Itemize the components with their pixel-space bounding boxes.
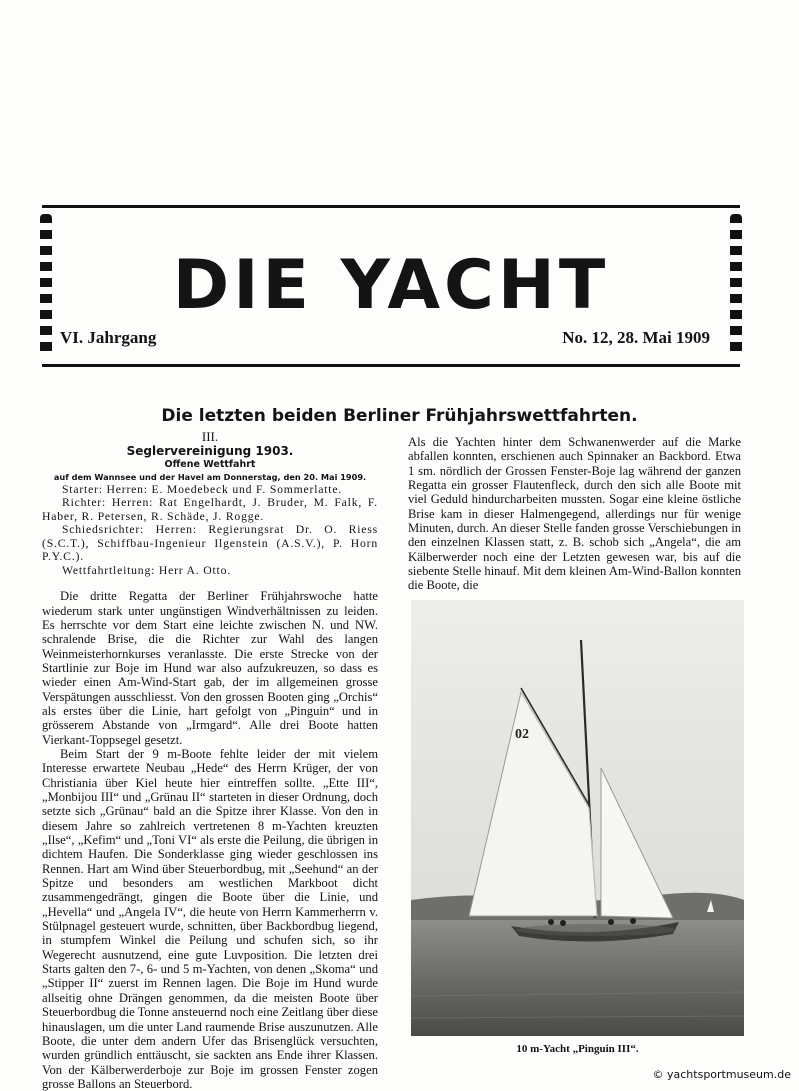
article-body [42, 589, 378, 1091]
club-name: Seglervereinigung 1903. [126, 444, 294, 459]
race-type: Offene Wettfahrt [164, 458, 256, 470]
paragraph: Die dritte Regatta der Berliner Frühjahrswoche hatte wiederum stark unter ungünstigen Windverhältnissen zu leiden. Es herrschte vor dem Start eine leichte zwischen N. und NW. schralende Brise, die die Richter zur Wahl des langen Weinmeisterhornkurses veranlasste. Die erste Strecke von der Startlinie zur Boje im Hund war also aufzukreuzen, so dass es wieder einen Am-Wind-Start gab, der im allgemeinen grosse Verspätungen ausschliesst. Von den grossen Booten ging „Orchis“ als erstes über die Linie, hart gefolgt von „Pinguin“ und in grösserem Abstande von „Irmgard“. Alle drei Boote hatten Vierkant-Toppsegel gesetzt. [42, 589, 378, 747]
section-number: III. [201, 429, 219, 444]
sail-number: 02 [515, 727, 529, 742]
publication-title: DIE YACHT [172, 246, 610, 325]
paragraph: Als die Yachten hinter dem Schwanenwerder auf die Marke abfallen konnten, erschienen auch Spinnaker an Backbord. Etwa 1 sm. nördlich der Grossen Fenster-Boje lag während der ganzen Regatta ein grosser Flautenfleck, durch den sich alle Boote mit viel Geduld hindurcharbeiten mussten. Sogar eine kleine östliche Brise kam in dieser Halmengegend, allerdings nur für wenige Minuten, durch. An dieser Stelle fanden grosse Verschiebungen in den einzelnen Klassen statt, z. B. schob sich „Angela“, die am Kälberwerder noch eine der Letzten gewesen war, bis auf die siebente Stelle hinauf. Mit dem kleinen Am-Wind-Ballon konnten die Boote, die [408, 435, 741, 593]
officials-race-management: Wettfahrtleitung: Herr A. Otto. [62, 563, 231, 577]
yacht-photo [411, 600, 744, 1036]
officials-judges: Richter: Herren: Rat Engelhardt, J. Bruder, M. Falk, F. Haber, R. Petersen, R. Schäde, J. Rogge. [42, 496, 378, 523]
issue-label: No. 12, 28. Mai 1909 [562, 328, 710, 347]
watermark: © yachtsportmuseum.de [652, 1068, 791, 1081]
article-headline: Die letzten beiden Berliner Frühjahrswettfahrten. [161, 406, 638, 426]
paragraph: Beim Start der 9 m-Boote fehlte leider der mit vielem Interesse erwartete Neubau „Hede“ des Herrn Krüger, der von Christiania über Kiel heute hier eintreffen sollte. „Ette III“, „Monbijou III“ und „Grünau II“ starteten in dieser Ordnung, doch setzte sich „Grünau“ bald an die Spitze ihrer Klasse. Von den in diesem Jahre so zahlreich vertretenen 8 m-Yachten kreuzten „Ilse“, „Kefim“ und „Toni VI“ als erste die Peilung, die übrigen in dichtem Haufen. Die Sonderklasse ging wieder geschlossen ins Rennen. Hart am Wind über Steuerbordbug, mit „Seehund“ an der Spitze und besonders am westlichen Markboot dicht zusammengedrängt, gingen die Boote über die Linie, und „Hevella“ und „Angela IV“, die heute von Herrn Kammerherrn v. Stülpnagel gesteuert wurde, schnitten, über Backbordbug liegend, in stumpfem Winkel die Peilung und schufen sich, so ihr Wegerecht ausnutzend, eine gute Luvposition. Die letzten drei Starts galten den 7-, 6- und 5 m-Yachten, von denen „Skoma“ und „Stipper II“ zuerst im Rennen lagen. Die Boje im Hund wurde allseitig ohne Drängen genommen, da die meisten Boote über Steuerbordbug die Tonne ansteuernd noch eine Zeitlang über diese hinauslagen, um die unter Land raumende Brise auszunutzen. Alle Boote, die unter dem andern Ufer das Brisenglück versuchten, wurden gründlich enttäuscht, sie sackten ans Ende ihrer Klassen. Von der Kälberwerderboje zur Boje im grossen Fenster zogen grosse Ballons an Steuerbord. [42, 746, 379, 1091]
officials-starter: Starter: Herren: E. Moedebeck und F. Sommerlatte. [62, 482, 343, 496]
officials-list [42, 483, 378, 578]
race-venue: auf dem Wannsee und der Havel am Donnerstag, den 20. Mai 1909. [53, 471, 367, 482]
article-column-right [408, 435, 741, 593]
volume-label: VI. Jahrgang [60, 328, 157, 347]
article-column-left [42, 430, 378, 1091]
yacht-photo-illustration [411, 600, 744, 1036]
officials-referees: Schiedsrichter: Herren: Regierungsrat Dr. O. Riess (S.C.T.), Schiffbau-Ingenieur Ilgenstein (A.S.V.), P. Horn P.Y.C.). [42, 523, 378, 564]
photo-caption: 10 m-Yacht „Pinguin III“. [516, 1043, 639, 1055]
masthead [42, 205, 740, 367]
